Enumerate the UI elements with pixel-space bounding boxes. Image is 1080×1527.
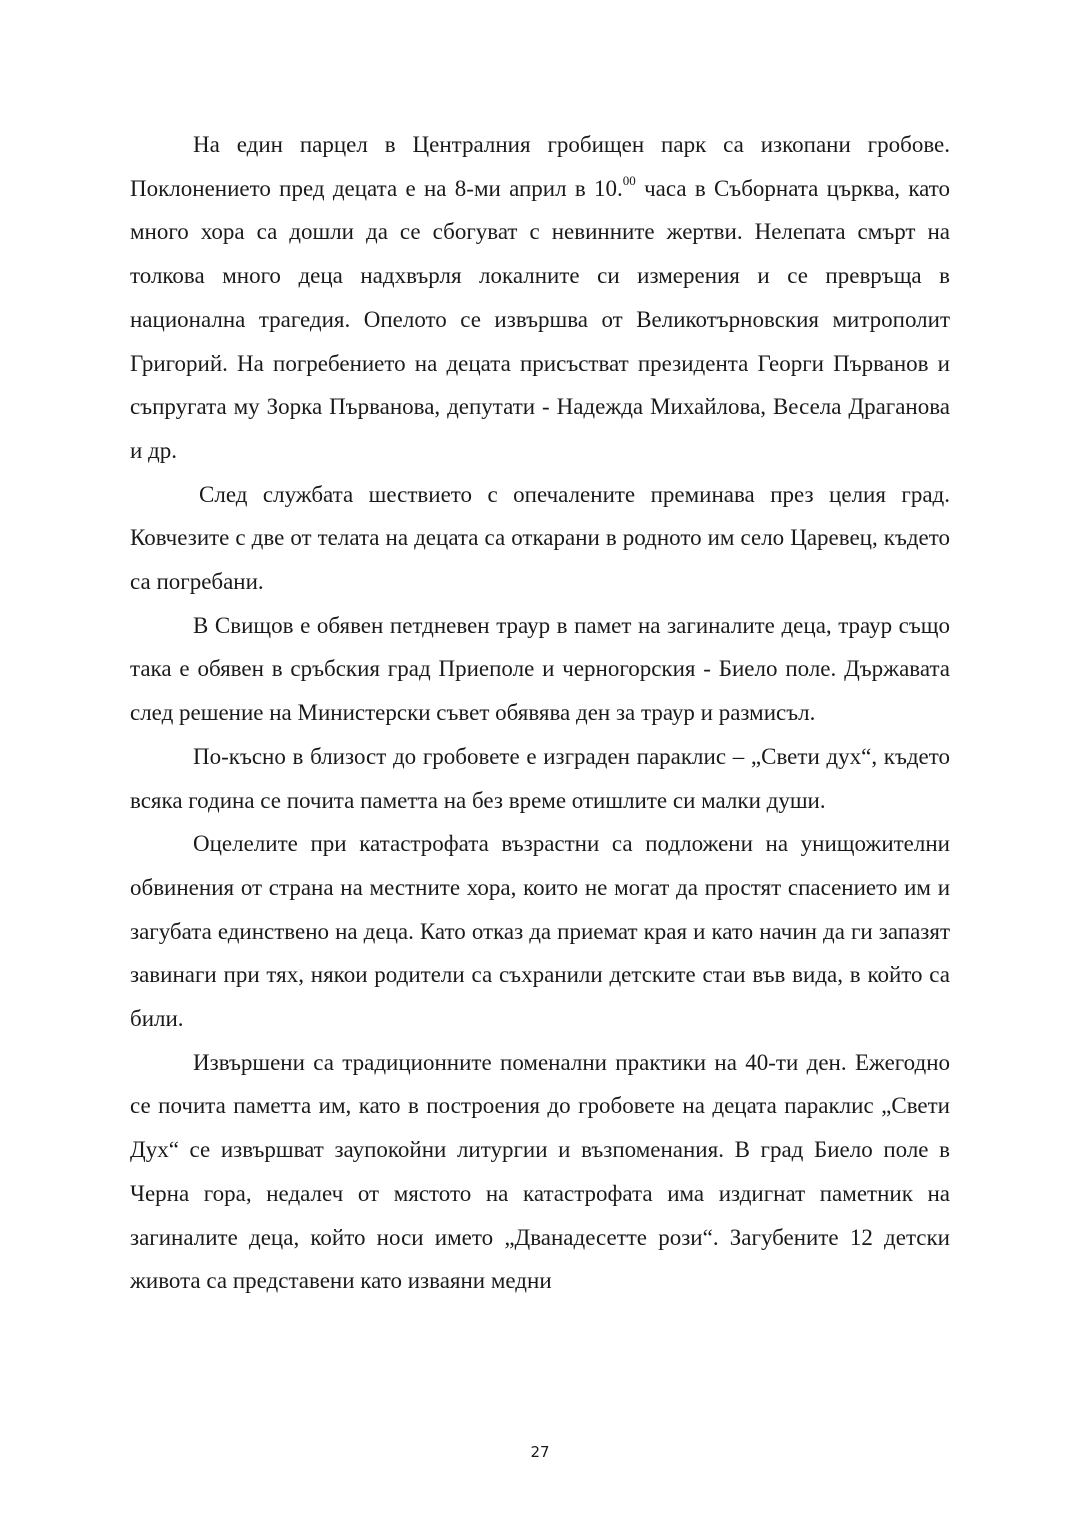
paragraph-2: След службата шествието с опечалените преминава през целия град. Ковчезите с две от телата на децата са откарани в родното им село Царевец, където са погребани. <box>130 481 950 595</box>
paragraph-5: Оцелелите при катастрофата възрастни са подложени на унищожителни обвинения от страна на местните хора, които не могат да простят спасението им и загубата единствено на деца. Като отказ да приемат края и като начин да ги запазят завинаги при тях, някои родители са съхранили детските стаи във вида, в който са били. <box>130 831 950 1032</box>
paragraph-1-text-after: часа в Съборната църква, като много хора са дошли да се сбогуват с невинните жертви. Нелепата смърт на толкова много деца надхвърля локалните си измерения и се превръща в национална трагедия. Опелото се извършва от Великотърновския митрополит Григорий. На погребението на децата присъстват президента Георги Първанов и съпругата му Зорка Първанова, депутати - Надежда Михайлова, Весела Драганова и др. <box>130 175 951 463</box>
body-text <box>130 123 950 1303</box>
paragraph-6: Извършени са традиционните поменални практики на 40-ти ден. Ежегодно се почита паметта им, като в построения до гробовете на децата параклис „Свети Дух“ се извършват заупокойни литургии и възпоменания. В град Биело поле в Черна гора, недалеч от мястото на катастрофата има издигнат паметник на загиналите деца, който носи името „Дванадесетте рози“. Загубените 12 детски живота са представени като изваяни медни <box>130 1049 950 1294</box>
paragraph-3: В Свищов е обявен петдневен траур в памет на загиналите деца, траур също така е обявен в сръбския град Приеполе и черногорския - Биело поле. Държавата след решение на Министерски съвет обявява ден за траур и размисъл. <box>130 612 950 726</box>
paragraph-4: По-късно в близост до гробовете е изграден параклис – „Свети дух“, където всяка година се почита паметта на без време отишлите си малки души. <box>130 743 950 813</box>
time-superscript: 00 <box>622 173 636 189</box>
paragraph-1-text-before: На един парцел в Централния гробищен парк са изкопани гробове. Поклонението пред децата е на 8-ми април в 10. <box>130 132 950 201</box>
page-number: 27 <box>530 1443 550 1461</box>
paragraph-1 <box>130 123 950 473</box>
